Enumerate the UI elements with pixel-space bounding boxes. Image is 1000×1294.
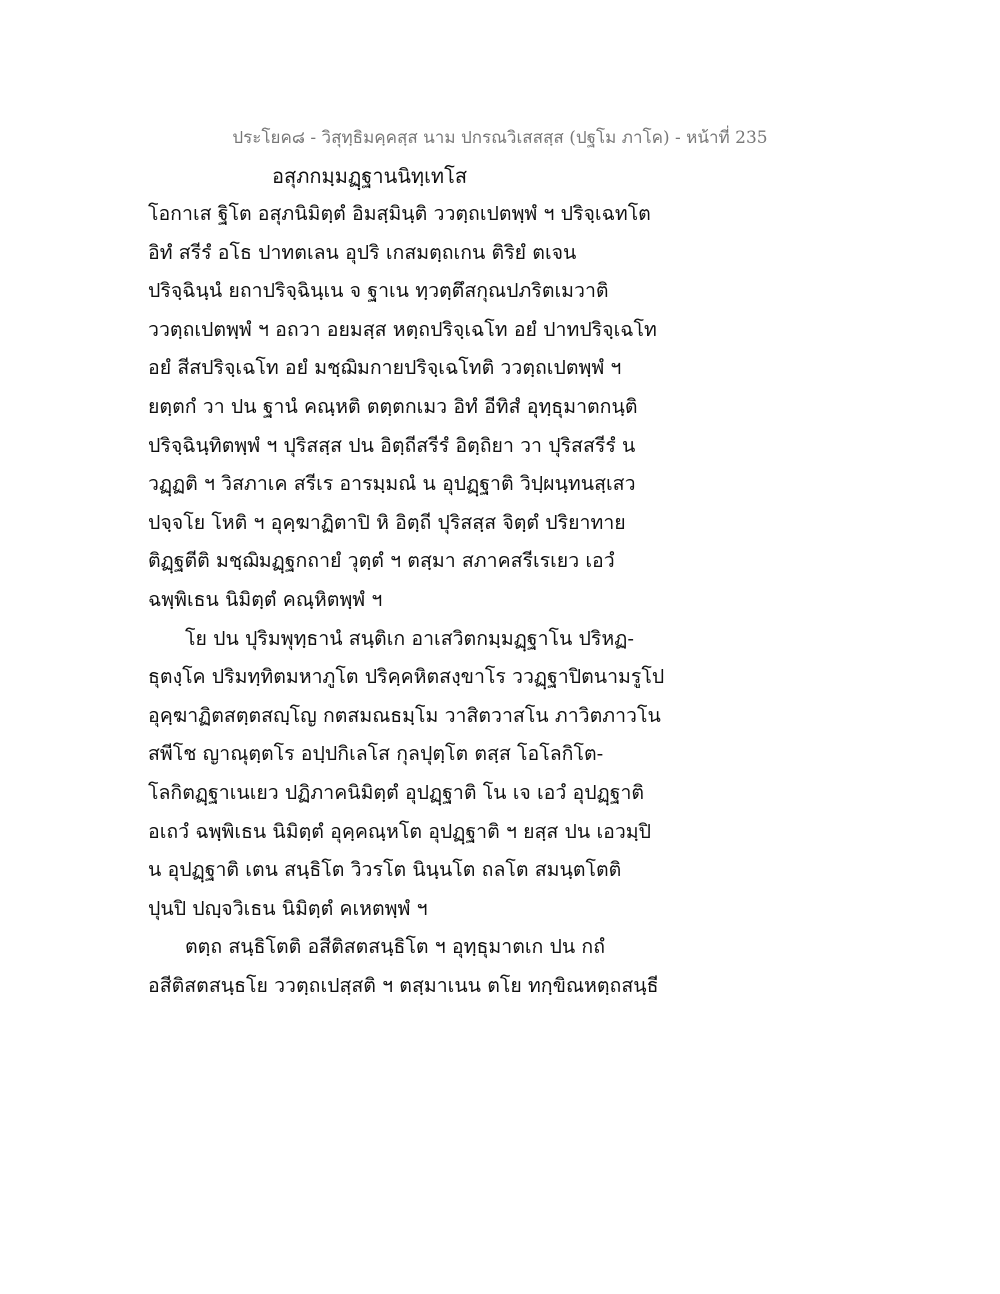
text-line: อิทํ สรีรํ อโธ ปาทตเลน อุปริ เกสมตฺถเกน ติริยํ ตเจน bbox=[148, 240, 577, 264]
text-line: ปริจฺฉินฺนํ ยถาปริจฺฉินฺเน จ ฐาเน ทฺวตฺตึสกุณปภริตเมวาติ bbox=[148, 279, 609, 303]
text-line: โลกิตฏฺฐาเนเยว ปฏิภาคนิมิตฺตํ อุปฏฺฐาติ โน เจ เอวํ อุปฏฺฐาติ bbox=[148, 780, 645, 804]
text-line: วฏฺฏติ ฯ วิสภาเค สรีเร อารมฺมณํ น อุปฏฺฐาติ วิปฺผนฺทนสฺเสว bbox=[148, 472, 636, 496]
text-line: ปจฺจโย โหติ ฯ อุคฺฆาฏิตาปิ หิ อิตฺถี ปุริสสฺส จิตฺตํ ปริยาทาย bbox=[148, 510, 626, 534]
section-heading: อสุภกมฺมฏฺฐานนิทฺเทโส bbox=[272, 164, 468, 188]
body-text bbox=[148, 195, 768, 1005]
text-line: อุคฺฆาฏิตสตฺตสญฺโญ กตสมณธมฺโม วาสิตวาสโน ภาวิตภาวโน bbox=[148, 703, 661, 727]
text-line: ยตฺตกํ วา ปน ฐานํ คณฺหติ ตตฺตกเมว อิทํ อีทิสํ อุทฺธุมาตกนฺติ bbox=[148, 394, 638, 418]
text-line: ววตฺถเปตพฺพํ ฯ อถวา อยมสฺส หตฺถปริจฺเฉโท อยํ ปาทปริจฺเฉโท bbox=[148, 317, 657, 341]
paragraph-first-line: ตตฺถ สนฺธิโตติ อสีติสตสนฺธิโต ฯ อุทฺธุมาตเก ปน กถํ bbox=[185, 935, 606, 959]
running-header: ประโยค๘ - วิสุทฺธิมคฺคสฺส นาม ปกรณวิเสสสฺส (ปฐโม ภาโค) - หน้าที่ 235 bbox=[232, 128, 768, 148]
paragraph-first-line: โย ปน ปุริมพุทฺธานํ สนฺติเก อาเสวิตกมฺมฏฺฐาโน ปริหฏ- bbox=[185, 626, 634, 650]
text-line: อสีติสตสนฺธโย ววตฺถเปสฺสติ ฯ ตสฺมาเนน ตโย ทกฺขิณหตฺถสนฺธี bbox=[148, 973, 659, 997]
text-line: สพีโช ญาณุตฺตโร อปฺปกิเลโส กุลปุตฺโต ตสฺส โอโลกิโต- bbox=[148, 742, 604, 766]
text-line: ฉพฺพิเธน นิมิตฺตํ คณฺหิตพฺพํ ฯ bbox=[148, 587, 383, 611]
text-line: อเถวํ ฉพฺพิเธน นิมิตฺตํ อุคฺคณฺหโต อุปฏฺฐาติ ฯ ยสฺส ปน เอวมฺปิ bbox=[148, 819, 652, 843]
text-line: น อุปฏฺฐาติ เตน สนฺธิโต วิวรโต นินฺนโต ถลโต สมนฺตโตติ bbox=[148, 858, 622, 882]
text-line: ธุตงฺโค ปริมทฺทิตมหาภูโต ปริคฺคหิตสงฺขาโร ววฏฺฐาปิตนามรูโป bbox=[148, 665, 665, 689]
text-line: ติฏฺฐตีติ มชฺฌิมฏฺฐกถายํ วุตฺตํ ฯ ตสฺมา สภาคสรีเรเยว เอวํ bbox=[148, 549, 615, 573]
text-line: อยํ สีสปริจฺเฉโท อยํ มชฺฌิมกายปริจฺเฉโทติ ววตฺถเปตพฺพํ ฯ bbox=[148, 356, 622, 380]
text-line: โอกาเส ฐิโต อสุภนิมิตฺตํ อิมสฺมินฺติ ววตฺถเปตพฺพํ ฯ ปริจฺเฉทโต bbox=[148, 202, 651, 225]
text-line: ปริจฺฉินฺทิตพฺพํ ฯ ปุริสสฺส ปน อิตฺถีสรีรํ อิตฺถิยา วา ปุริสสรีรํ น bbox=[148, 433, 636, 457]
text-line: ปุนปิ ปญฺจวิเธน นิมิตฺตํ คเหตพฺพํ ฯ bbox=[148, 896, 428, 920]
